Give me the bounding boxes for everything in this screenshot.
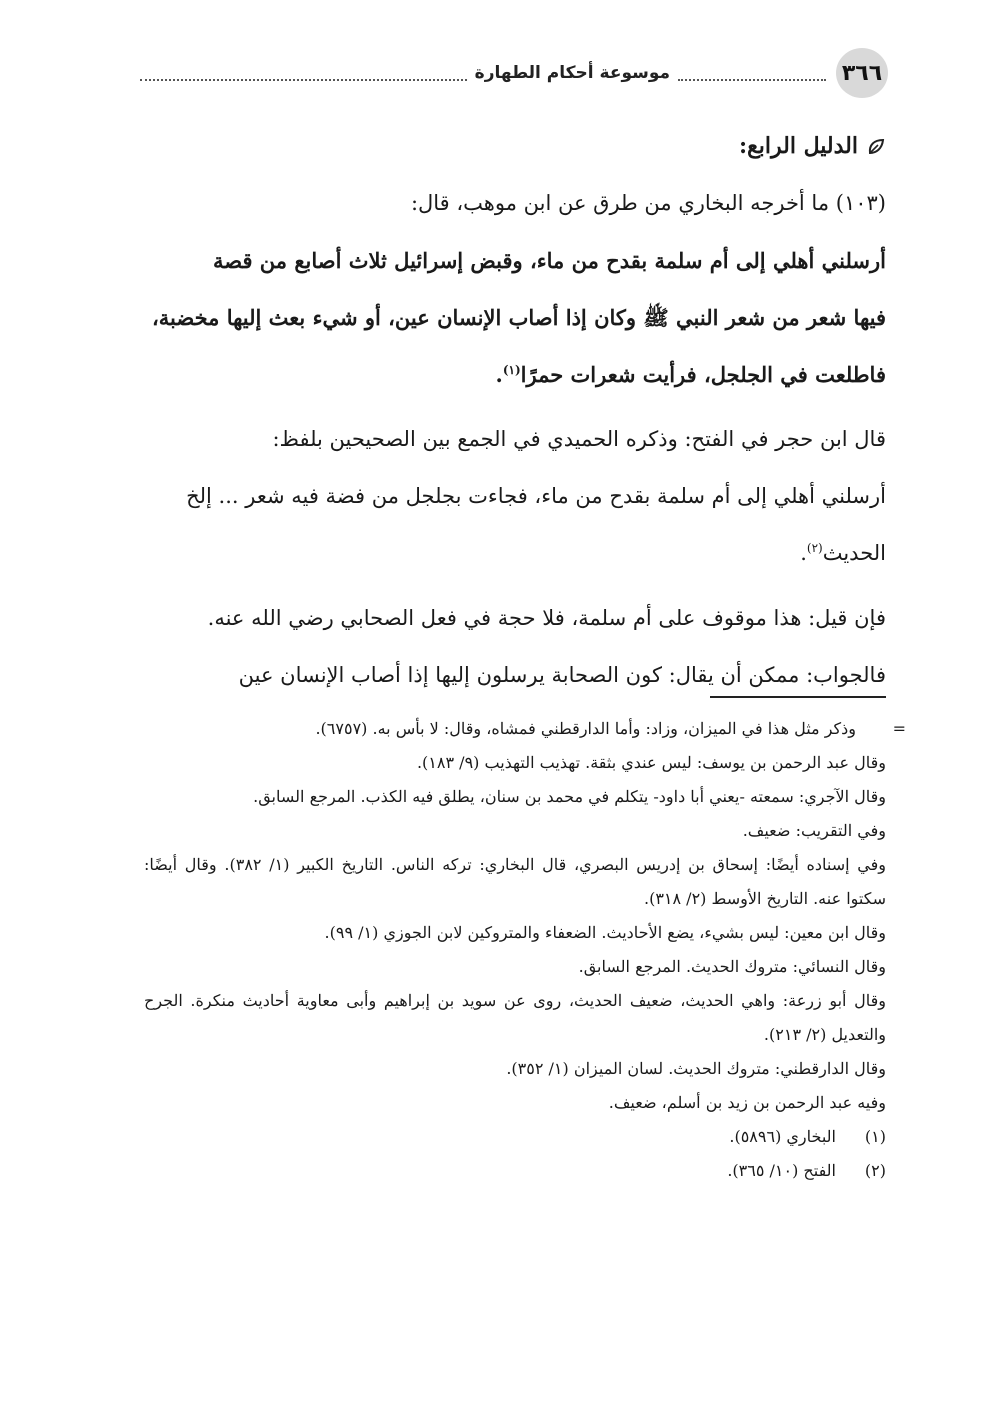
footnote-line: وقال أبو زرعة: واهي الحديث، ضعيف الحديث، روى عن سويد بن إبراهيم وأبى معاوية أحاديث منكرة. الجرح والتعديل (٢/ ٢١٣). [144,991,886,1044]
hadith-line-3-end: . [495,362,503,387]
footnote-line: وقال الآجري: سمعته -يعني أبا داود- يتكلم في محمد بن سنان، يطلق فيه الكذب. المرجع السابق. [253,787,886,806]
para4-line: فالجواب: ممكن أن يقال: كون الصحابة يرسلون إليها إذا أصاب الإنسان عين [238,663,886,687]
intro-line: (١٠٣) ما أخرجه البخاري من طرق عن ابن موهب، قال: [410,191,886,215]
page-header [140,48,888,98]
footnote-continued-line [144,712,906,746]
footnote-text: وذكر مثل هذا في الميزان، وزاد: وأما الدارقطني فمشاه، وقال: لا بأس به. (٦٧٥٧). [315,719,856,738]
footnote-ref-1[interactable]: (١) [502,363,521,377]
main-text [118,118,886,704]
footnote-line: وقال ابن معين: ليس بشيء، يضع الأحاديث. الضعفاء والمتروكين لابن الجوزي (١/ ٩٩). [324,923,886,942]
continuation-mark: = [892,719,906,738]
para2-line-3 [118,525,886,582]
footnote-line: وفي التقريب: ضعيف. [742,821,886,840]
footnote-2-text: الفتح (١٠/ ٣٦٥). [727,1161,836,1180]
footnote-line: وفيه عبد الرحمن بن زيد بن أسلم، ضعيف. [608,1093,886,1112]
leaf-ornament-icon [866,137,886,157]
header-dots-left [140,65,467,81]
footnote-separator [710,696,886,698]
footnote-line: وفي إسناده أيضًا: إسحاق بن إدريس البصري، قال البخاري: تركه الناس. التاريخ الكبير (١/ ٣٨٢). وقال أيضًا: سكتوا عنه. التاريخ الأوسط (٢/ ٣١٨). [144,855,887,908]
footnote-line: وقال النسائي: متروك الحديث. المرجع السابق. [578,957,886,976]
hadith-line-1: أرسلني أهلي إلى أم سلمة بقدح من ماء، وقبض إسرائيل ثلاث أصابع من قصة [212,248,886,273]
para2-line-2: أرسلني أهلي إلى أم سلمة بقدح من ماء، فجاءت بجلجل من فضة فيه شعر ... إلخ [186,484,886,508]
footnote-1-number: (١) [864,1127,886,1146]
page-number: ٣٦٦ [836,48,888,98]
hadith-line-3-text: فاطلعت في الجلجل، فرأيت شعرات حمرًا [520,362,886,387]
hadith-line-2: فيها شعر من شعر النبي ﷺ وكان إذا أصاب الإنسان عين، أو شيء بعث إليها مخضبة، [152,305,886,330]
hadith-line-3 [118,346,886,403]
para3-line: فإن قيل: هذا موقوف على أم سلمة، فلا حجة في فعل الصحابي رضي الله عنه. [207,606,886,630]
section-heading [118,118,886,175]
footnotes [144,712,906,1188]
footnote-ref-2[interactable]: (٢) [806,541,823,555]
footnote-2-number: (٢) [864,1161,886,1180]
running-title [140,59,826,87]
paragraph-gap [118,403,886,411]
paragraph-gap [118,582,886,590]
para2-line-3-text: الحديث [822,541,886,565]
footnote-1 [144,1120,886,1154]
footnote-1-text: البخاري (٥٨٩٦). [729,1127,836,1146]
para2-line-1: قال ابن حجر في الفتح: وذكره الحميدي في الجمع بين الصحيحين بلفظ: [272,427,886,451]
para2-line-3-end: . [800,541,807,565]
footnote-line: وقال عبد الرحمن بن يوسف: ليس عندي بثقة. تهذيب التهذيب (٩/ ١٨٣). [416,753,886,772]
section-heading-text: الدليل الرابع: [738,133,858,159]
footnote-line: وقال الدارقطني: متروك الحديث. لسان الميزان (١/ ٣٥٢). [506,1059,886,1078]
running-title-text: موسوعة أحكام الطهارة [474,63,670,83]
header-dots-right [678,65,826,81]
footnote-2 [144,1154,886,1188]
